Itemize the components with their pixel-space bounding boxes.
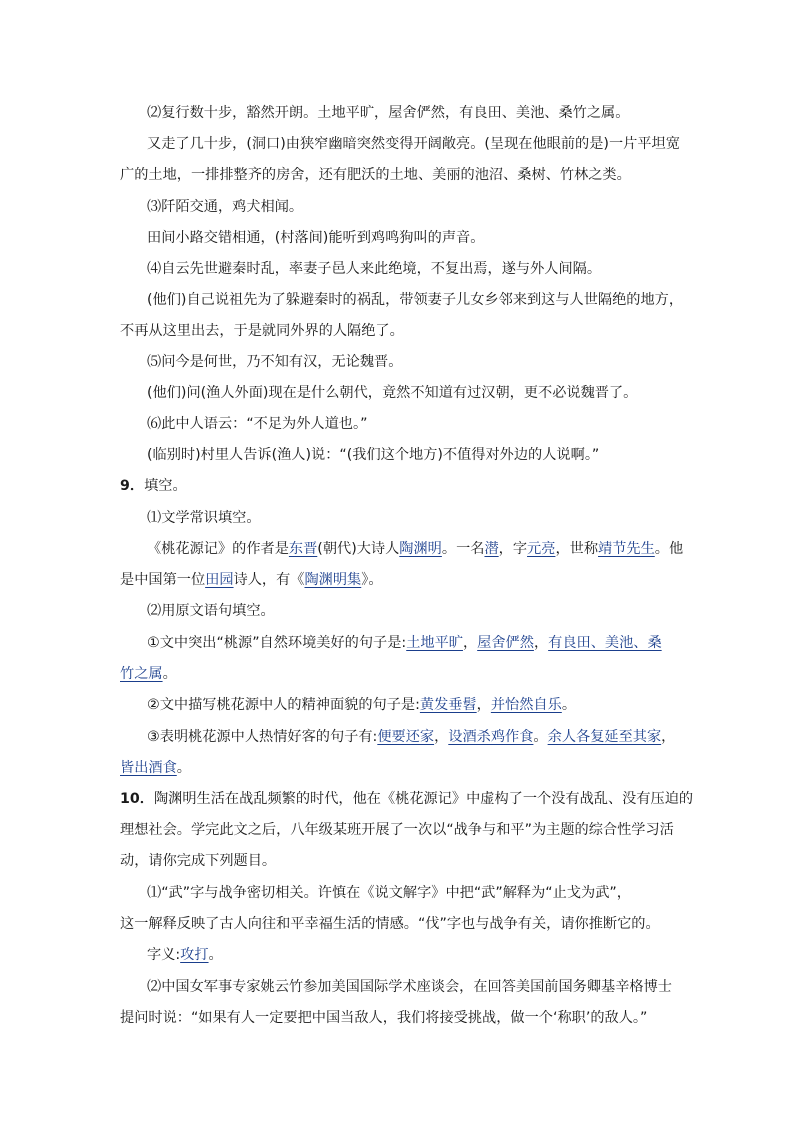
original-sentence-3: ⑶阡陌交通，鸡犬相闻。 <box>147 199 304 215</box>
answer-blank: 皆出酒食 <box>120 760 177 776</box>
sub-question-10-2: ⑵中国女军事专家姚云竹参加美国国际学术座谈会，在回答美国前国务卿基辛格博士 <box>147 979 672 995</box>
original-sentence-5: ⑸问今是何世，乃不知有汉，无论魏晋。 <box>147 354 403 370</box>
answer-blank: 靖节先生 <box>598 541 655 557</box>
text-fragment: ， <box>476 697 491 713</box>
text-fragment: 《桃花源记》的作者是 <box>147 541 289 557</box>
answer-blank: 竹之属 <box>120 666 163 682</box>
answer-blank: 便要还家 <box>377 729 435 745</box>
answer-blank: 屋舍俨然 <box>477 635 534 651</box>
answer-blank: 黄发垂髫 <box>419 697 477 713</box>
question-title: 填空。 <box>144 478 187 494</box>
text-fragment: 字义: <box>147 947 181 963</box>
answer-blank: 潜 <box>484 541 499 557</box>
text-fragment: (朝代)大诗人 <box>317 541 400 557</box>
question-number: 9． <box>120 478 145 494</box>
text-fragment: ②文中描写桃花源中人的精神面貌的句子是: <box>147 697 420 713</box>
answer-blank: 设酒杀鸡作食 <box>448 729 534 745</box>
answer-blank: 土地平旷 <box>406 635 463 651</box>
text-fragment: ， <box>533 635 549 651</box>
text-fragment: ， <box>434 729 449 745</box>
text-fragment: ， <box>462 635 478 651</box>
answer-blank: 陶渊明集 <box>304 572 362 588</box>
text-fragment: ①文中突出“桃源”自然环境美好的句子是: <box>147 635 407 651</box>
original-sentence-6: ⑹此中人语云：“不足为外人道也。” <box>147 416 368 432</box>
question-text: 动，请你完成下列题目。 <box>120 853 277 869</box>
answer-line <box>120 758 680 778</box>
answer-blank: 并怡然自乐 <box>490 697 562 713</box>
text-fragment: 。一名 <box>441 541 485 557</box>
text-fragment: ③表明桃花源中人热情好客的句子有: <box>147 729 378 745</box>
question-9-heading <box>120 476 680 496</box>
translation-line: 田间小路交错相通，(村落间)能听到鸡鸣狗叫的声音。 <box>147 230 485 246</box>
translation-line: (他们)问(渔人外面)现在是什么朝代，竟然不知道有过汉朝，更不必说魏晋了。 <box>147 385 638 401</box>
answer-line <box>120 664 680 684</box>
question-10-heading <box>120 789 694 809</box>
question-number: 10． <box>120 791 154 807</box>
answer-blank: 田园 <box>205 572 234 588</box>
translation-line: 不再从这里出去，于是就同外界的人隔绝了。 <box>120 323 404 339</box>
text-fragment: ，世称 <box>555 541 599 557</box>
answer-blank: 有良田、美池、桑 <box>548 635 662 651</box>
text-fragment: 。 <box>176 760 191 776</box>
text-fragment: ，字 <box>498 541 528 557</box>
sub-question-10-2: 提问时说：“如果有人一定要把中国当敌人，我们将接受挑战，做一个‘称职’的敌人。” <box>120 1010 648 1026</box>
text-fragment: 是中国第一位 <box>120 572 206 588</box>
question-text: 陶渊明生活在战乱频繁的时代，他在《桃花源记》中虚构了一个没有战乱、没有压迫的 <box>153 791 694 807</box>
answer-line <box>147 727 707 747</box>
text-fragment: 。 <box>533 729 548 745</box>
text-fragment: 。 <box>208 947 223 963</box>
sub-question-10-1: 这一解释反映了古人向往和平幸福生活的情感。“伐”字也与战争有关，请你推断它的。 <box>120 916 660 932</box>
text-fragment: 。 <box>561 697 577 713</box>
text-fragment: 。 <box>162 666 177 682</box>
text-fragment: 诗人，有《 <box>233 572 305 588</box>
answer-blank: 元亮 <box>527 541 556 557</box>
text-fragment: 》。 <box>361 572 383 588</box>
original-sentence-2: ⑵复行数十步，豁然开朗。土地平旷，屋舍俨然，有良田、美池、桑竹之属。 <box>147 105 630 121</box>
original-sentence-4: ⑷自云先世避秦时乱，率妻子邑人来此绝境，不复出焉，遂与外人间隔。 <box>147 261 602 277</box>
answer-line <box>120 570 680 590</box>
answer-blank: 陶渊明 <box>399 541 442 557</box>
translation-line: 广的土地，一排排整齐的房舍，还有肥沃的土地、美丽的池沼、桑树、竹林之类。 <box>120 167 631 183</box>
answer-blank: 余人各复延至其家 <box>547 729 662 745</box>
sub-question-10-1: ⑴“武”字与战争密切相关。许慎在《说文解字》中把“武”解释为“止戈为武”， <box>147 885 631 901</box>
answer-line <box>147 633 707 653</box>
answer-line <box>147 539 707 559</box>
translation-line: (他们)自己说祖先为了躲避秦时的祸乱，带领妻子儿女乡邻来到这与人世隔绝的地方， <box>147 292 684 308</box>
sub-question-9-2: ⑵用原文语句填空。 <box>147 603 275 619</box>
answer-blank: 东晋 <box>288 541 318 557</box>
answer-line <box>147 695 707 715</box>
text-fragment: 。他 <box>654 541 684 557</box>
sub-question-9-1: ⑴文学常识填空。 <box>147 510 261 526</box>
answer-blank: 攻打 <box>180 947 209 963</box>
text-fragment: ， <box>661 729 676 745</box>
translation-line: 又走了几十步，(洞口)由狭窄幽暗突然变得开阔敞亮。(呈现在他眼前的是)一片平坦宽 <box>147 136 680 152</box>
question-text: 理想社会。学完此文之后，八年级某班开展了一次以“战争与和平”为主题的综合性学习活 <box>120 822 674 838</box>
answer-line <box>147 945 707 965</box>
translation-line: (临别时)村里人告诉(渔人)说：“(我们这个地方)不值得对外边的人说啊。” <box>147 447 600 463</box>
